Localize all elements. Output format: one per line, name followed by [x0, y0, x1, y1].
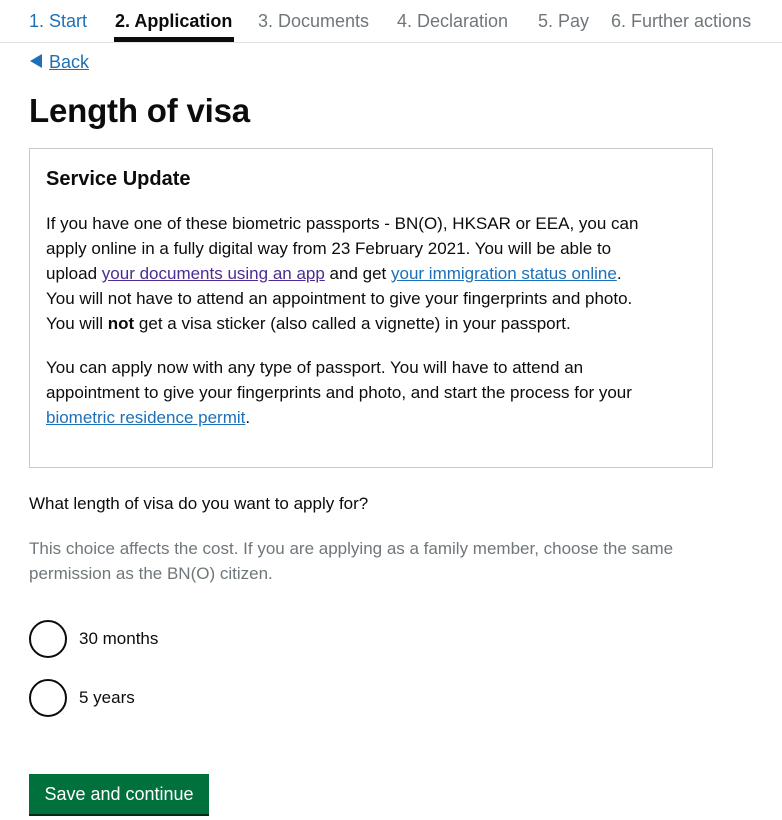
page-title: Length of visa: [29, 92, 250, 129]
paragraph-text: .: [245, 408, 251, 427]
service-update-heading: Service Update: [46, 168, 191, 190]
step-further-actions: 6. Further actions: [611, 11, 752, 31]
step-documents: 3. Documents: [258, 11, 370, 31]
documents-app-link[interactable]: your documents using an app: [101, 264, 325, 283]
step-pay: 5. Pay: [538, 11, 590, 31]
back-link[interactable]: [30, 51, 89, 73]
paragraph-text: get a visa sticker (also called a vignette) in your passport.: [134, 314, 571, 333]
paragraph-text: and get: [324, 264, 391, 283]
hint-text: permission as the BN(O) citizen.: [29, 564, 273, 583]
paragraph-text: You can apply now with any type of passport. You will have to attend an: [46, 358, 584, 377]
paragraph-text: You will: [46, 314, 108, 333]
biometric-residence-permit-link[interactable]: biometric residence permit: [46, 408, 246, 427]
visa-length-question: What length of visa do you want to apply for?: [29, 494, 369, 513]
radio-option-5-years[interactable]: [29, 679, 135, 717]
step-application[interactable]: 2. Application: [115, 11, 233, 31]
paragraph-text: .: [616, 264, 622, 283]
paragraph-text: If you have one of these biometric passports - BN(O), HKSAR or EEA, you can: [46, 214, 639, 233]
service-update-paragraph-2: [46, 355, 632, 430]
paragraph-text: appointment to give your fingerprints and photo, and start the process for your: [46, 383, 632, 402]
radio-button-5-years[interactable]: [29, 679, 67, 717]
radio-label-30-months[interactable]: 30 months: [79, 629, 159, 648]
service-update-paragraph-1: [46, 211, 638, 336]
radio-option-30-months[interactable]: [29, 620, 158, 658]
step-navigation: [0, 0, 782, 43]
radio-label-5-years[interactable]: 5 years: [79, 688, 135, 707]
radio-button-30-months[interactable]: [29, 620, 67, 658]
step-declaration: 4. Declaration: [397, 11, 509, 31]
paragraph-text: upload: [46, 264, 102, 283]
hint-text: This choice affects the cost. If you are applying as a family member, choose the same: [29, 539, 674, 558]
service-update-panel: [29, 148, 713, 468]
paragraph-text: You will not have to attend an appointment to give your fingerprints and photo.: [46, 289, 633, 308]
emphasis-text: not: [107, 314, 135, 333]
current-step-indicator: [114, 37, 234, 42]
back-link-label: Back: [49, 52, 90, 72]
back-arrow-icon: [30, 54, 42, 68]
save-and-continue-button[interactable]: Save and continue: [29, 774, 209, 814]
paragraph-text: apply online in a fully digital way from 23 February 2021. You will be able to: [46, 239, 612, 258]
immigration-status-link[interactable]: your immigration status online: [391, 264, 617, 283]
step-start[interactable]: 1. Start: [29, 11, 88, 31]
visa-length-hint: [29, 536, 673, 586]
